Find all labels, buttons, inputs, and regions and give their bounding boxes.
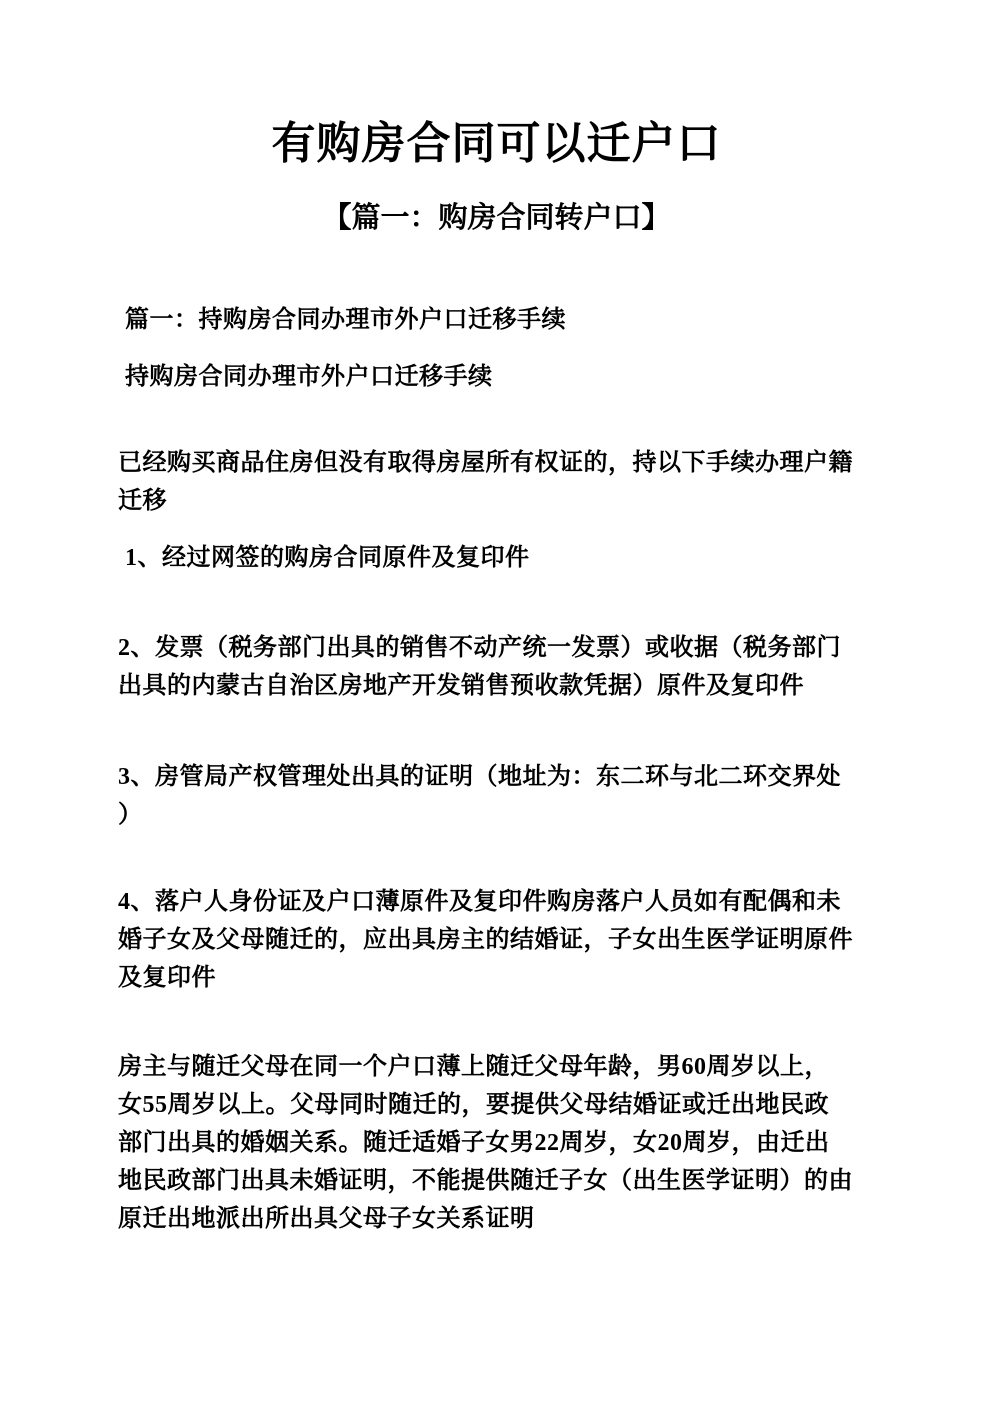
- text-line: 及复印件: [118, 965, 216, 991]
- text-line: 出具的内蒙古自治区房地产开发销售预收款凭据）原件及复印件: [118, 673, 804, 699]
- text-line: 女55周岁以上。父母同时随迁的，要提供父母结婚证或迁出地民政: [118, 1092, 829, 1118]
- list-item-2: [118, 629, 880, 705]
- text-line: 房主与随迁父母在同一个户口薄上随迁父母年龄，男60周岁以上，: [118, 1054, 829, 1080]
- list-item-1: [118, 539, 880, 577]
- text-line: 4、落户人身份证及户口薄原件及复印件购房落户人员如有配偶和未: [118, 889, 841, 915]
- text-line: 原迁出地派出所出具父母子女关系证明: [118, 1206, 535, 1232]
- list-item-4: [118, 883, 880, 997]
- paragraph-notes: [118, 1048, 880, 1238]
- heading-line: 持购房合同办理市外户口迁移手续: [125, 364, 493, 390]
- text-line: 迁移: [118, 488, 167, 514]
- list-item-3: [118, 758, 880, 834]
- text-line: 3、房管局产权管理处出具的证明（地址为：东二环与北二环交界处: [118, 764, 841, 790]
- text-line: 婚子女及父母随迁的，应出具房主的结婚证，子女出生医学证明原件: [118, 927, 853, 953]
- heading-repeat-1: [118, 301, 880, 339]
- paragraph-intro: [118, 444, 880, 520]
- text-line: ）: [118, 802, 143, 828]
- text-line: 已经购买商品住房但没有取得房屋所有权证的，持以下手续办理户籍: [118, 450, 853, 476]
- text-line: 部门出具的婚姻关系。随迁适婚子女男22周岁，女20周岁，由迁出: [118, 1130, 830, 1156]
- heading-repeat-2: [118, 358, 880, 396]
- text-line: 1、经过网签的购房合同原件及复印件: [125, 545, 530, 571]
- heading-line: 篇一：持购房合同办理市外户口迁移手续: [125, 307, 566, 333]
- doc-title: 有购房合同可以迁户口: [271, 119, 722, 168]
- section-header: 【篇一：购房合同转户口】: [322, 202, 671, 234]
- text-line: 2、发票（税务部门出具的销售不动产统一发票）或收据（税务部门: [118, 635, 841, 661]
- text-line: 地民政部门出具未婚证明，不能提供随迁子女（出生医学证明）的由: [118, 1168, 853, 1194]
